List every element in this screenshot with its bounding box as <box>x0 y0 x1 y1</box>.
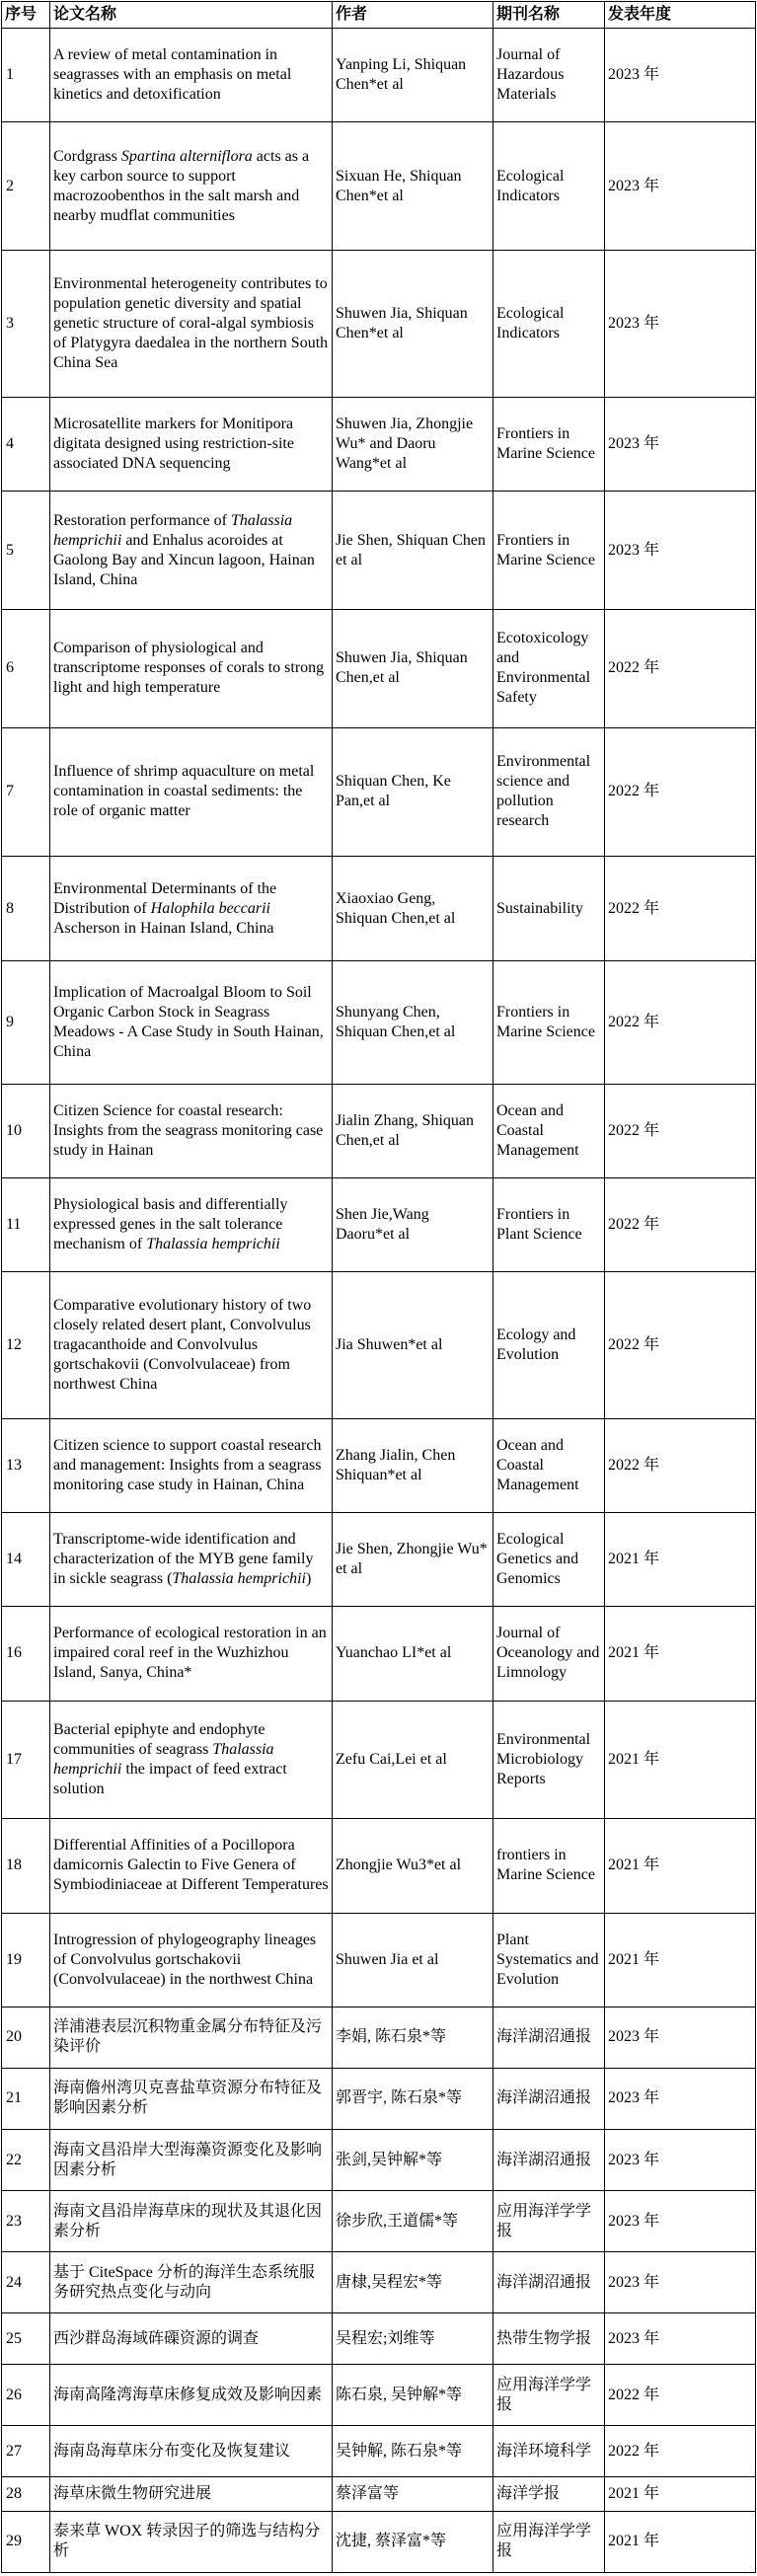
authors: Jialin Zhang, Shiquan Chen,et al <box>333 1084 493 1177</box>
paper-title: Environmental heterogeneity contributes to population genetic diversity and spatial genetic structure of coral-algal symbiosis of Platygyra daedalea in the northern South China Sea <box>50 251 333 398</box>
paper-title: Comparison of physiological and transcriptome responses of corals to strong light and high temperature <box>50 609 333 727</box>
authors: Shunyang Chen, Shiquan Chen,et al <box>333 961 493 1084</box>
row-number: 3 <box>2 251 50 398</box>
journal-name: Frontiers in Marine Science <box>493 397 605 491</box>
row-number: 20 <box>2 2007 50 2068</box>
table-row <box>2 609 756 727</box>
paper-list-table <box>1 1 756 2573</box>
table-row <box>2 122 756 251</box>
table-row <box>2 1084 756 1177</box>
authors: 蔡泽富等 <box>333 2477 493 2512</box>
authors: 陈石泉, 吴钟解*等 <box>333 2365 493 2426</box>
journal-name: Ecological Genetics and Genomics <box>493 1513 605 1607</box>
table-row <box>2 2130 756 2191</box>
table-row <box>2 397 756 491</box>
table-row <box>2 1913 756 2007</box>
publish-year: 2023 年 <box>605 492 756 610</box>
publish-year: 2022 年 <box>605 609 756 727</box>
authors: 李娟, 陈石泉*等 <box>333 2007 493 2068</box>
publish-year: 2022 年 <box>605 1418 756 1512</box>
paper-title: Implication of Macroalgal Bloom to Soil Organic Carbon Stock in Seagrass Meadows - A Case Study in South Hainan, China <box>50 961 333 1084</box>
paper-title: Citizen science to support coastal research and management: Insights from a seagrass monitoring case study in Hainan, China <box>50 1418 333 1512</box>
publish-year: 2021 年 <box>605 1819 756 1913</box>
authors: 张剑,吴钟解*等 <box>333 2130 493 2191</box>
table-row <box>2 2511 756 2572</box>
table-body <box>2 29 756 2573</box>
table-row <box>2 492 756 610</box>
row-number: 25 <box>2 2313 50 2365</box>
journal-name: Frontiers in Plant Science <box>493 1177 605 1271</box>
row-number: 4 <box>2 397 50 491</box>
paper-title: 海南高隆湾海草床修复成效及影响因素 <box>50 2365 333 2426</box>
paper-title: 海草床微生物研究进展 <box>50 2477 333 2512</box>
authors: 吴程宏;刘维等 <box>333 2313 493 2365</box>
table-row <box>2 1418 756 1512</box>
table-row <box>2 856 756 961</box>
table-row <box>2 1701 756 1819</box>
table-row <box>2 1272 756 1419</box>
header-row <box>2 2 756 29</box>
row-number: 11 <box>2 1177 50 1271</box>
journal-name: Ecological Indicators <box>493 251 605 398</box>
species-name: Thalassia hemprichii <box>172 1570 306 1588</box>
table-row <box>2 1819 756 1913</box>
paper-title: Differential Affinities of a Pocillopora damicornis Galectin to Five Genera of Symbiodiniaceae at Different Temperatures <box>50 1819 333 1913</box>
paper-title: Comparative evolutionary history of two closely related desert plant, Convolvulus tragacanthoide and Convolvulus gortschakovii (Convolvulaceae) from northwest China <box>50 1272 333 1419</box>
publish-year: 2021 年 <box>605 2511 756 2572</box>
authors: Shuwen Jia, Zhongjie Wu* and Daoru Wang*et al <box>333 397 493 491</box>
paper-title: Microsatellite markers for Monitipora digitata designed using restriction-site associated DNA sequencing <box>50 397 333 491</box>
paper-title: Physiological basis and differentially expressed genes in the salt tolerance mechanism of Thalassia hemprichii <box>50 1177 333 1271</box>
journal-name: 应用海洋学学报 <box>493 2191 605 2252</box>
publish-year: 2022 年 <box>605 1272 756 1419</box>
row-number: 24 <box>2 2252 50 2313</box>
header-journal: 期刊名称 <box>493 2 605 29</box>
publish-year: 2021 年 <box>605 1913 756 2007</box>
journal-name: Ecology and Evolution <box>493 1272 605 1419</box>
publish-year: 2023 年 <box>605 122 756 251</box>
journal-name: 海洋湖沼通报 <box>493 2252 605 2313</box>
species-name: Spartina alterniflora <box>120 147 253 165</box>
authors: 郭晋宇, 陈石泉*等 <box>333 2068 493 2129</box>
table-row <box>2 1513 756 1607</box>
authors: Jia Shuwen*et al <box>333 1272 493 1419</box>
row-number: 13 <box>2 1418 50 1512</box>
journal-name: Frontiers in Marine Science <box>493 961 605 1084</box>
authors: 徐步欣,王道儒*等 <box>333 2191 493 2252</box>
paper-title: 海南文昌沿岸大型海藻资源变化及影响因素分析 <box>50 2130 333 2191</box>
table-row <box>2 961 756 1084</box>
authors: 唐棣,吴程宏*等 <box>333 2252 493 2313</box>
journal-name: Ecological Indicators <box>493 122 605 251</box>
row-number: 21 <box>2 2068 50 2129</box>
authors: Jie Shen, Shiquan Chen et al <box>333 492 493 610</box>
table-row <box>2 2365 756 2426</box>
table-row <box>2 2007 756 2068</box>
publish-year: 2022 年 <box>605 1177 756 1271</box>
table-row <box>2 727 756 856</box>
publish-year: 2023 年 <box>605 2252 756 2313</box>
journal-name: 海洋湖沼通报 <box>493 2068 605 2129</box>
publish-year: 2023 年 <box>605 397 756 491</box>
journal-name: Environmental Microbiology Reports <box>493 1701 605 1819</box>
authors: 沈捷, 蔡泽富*等 <box>333 2511 493 2572</box>
paper-title: Performance of ecological restoration in an impaired coral reef in the Wuzhizhou Island, Sanya, China* <box>50 1607 333 1701</box>
row-number: 5 <box>2 492 50 610</box>
row-number: 7 <box>2 727 50 856</box>
table-row <box>2 2426 756 2477</box>
table-row <box>2 2068 756 2129</box>
table-row <box>2 251 756 398</box>
authors: Sixuan He, Shiquan Chen*et al <box>333 122 493 251</box>
paper-title: 海南岛海草床分布变化及恢复建议 <box>50 2426 333 2477</box>
table-row <box>2 2252 756 2313</box>
row-number: 27 <box>2 2426 50 2477</box>
journal-name: Plant Systematics and Evolution <box>493 1913 605 2007</box>
species-name: Halophila beccarii <box>150 899 270 917</box>
authors: Shuwen Jia et al <box>333 1913 493 2007</box>
authors: Yuanchao LI*et al <box>333 1607 493 1701</box>
paper-title: 海南文昌沿岸海草床的现状及其退化因素分析 <box>50 2191 333 2252</box>
journal-name: Journal of Hazardous Materials <box>493 29 605 122</box>
authors: Zhongjie Wu3*et al <box>333 1819 493 1913</box>
paper-title: 基于 CiteSpace 分析的海洋生态系统服务研究热点变化与动向 <box>50 2252 333 2313</box>
row-number: 14 <box>2 1513 50 1607</box>
row-number: 9 <box>2 961 50 1084</box>
publish-year: 2021 年 <box>605 1607 756 1701</box>
authors: Zhang Jialin, Chen Shiquan*et al <box>333 1418 493 1512</box>
table-row <box>2 2191 756 2252</box>
publish-year: 2022 年 <box>605 727 756 856</box>
journal-name: Frontiers in Marine Science <box>493 492 605 610</box>
paper-title: 洋浦港表层沉积物重金属分布特征及污染评价 <box>50 2007 333 2068</box>
publish-year: 2023 年 <box>605 2007 756 2068</box>
row-number: 10 <box>2 1084 50 1177</box>
authors: 吴钟解, 陈石泉*等 <box>333 2426 493 2477</box>
publish-year: 2022 年 <box>605 1084 756 1177</box>
row-number: 17 <box>2 1701 50 1819</box>
publish-year: 2023 年 <box>605 2068 756 2129</box>
row-number: 1 <box>2 29 50 122</box>
paper-title: Citizen Science for coastal research: Insights from the seagrass monitoring case study in Hainan <box>50 1084 333 1177</box>
journal-name: 海洋环境科学 <box>493 2426 605 2477</box>
row-number: 28 <box>2 2477 50 2512</box>
publish-year: 2022 年 <box>605 2426 756 2477</box>
row-number: 26 <box>2 2365 50 2426</box>
publish-year: 2022 年 <box>605 961 756 1084</box>
publish-year: 2023 年 <box>605 2313 756 2365</box>
journal-name: 海洋湖沼通报 <box>493 2007 605 2068</box>
publish-year: 2021 年 <box>605 1701 756 1819</box>
publish-year: 2023 年 <box>605 251 756 398</box>
paper-title: 泰来草 WOX 转录因子的筛选与结构分析 <box>50 2511 333 2572</box>
journal-name: Ocean and Coastal Management <box>493 1084 605 1177</box>
journal-name: 海洋学报 <box>493 2477 605 2512</box>
row-number: 8 <box>2 856 50 961</box>
journal-name: Sustainability <box>493 856 605 961</box>
authors: Shuwen Jia, Shiquan Chen,et al <box>333 609 493 727</box>
authors: Xiaoxiao Geng, Shiquan Chen,et al <box>333 856 493 961</box>
publish-year: 2021 年 <box>605 1513 756 1607</box>
authors: Jie Shen, Zhongjie Wu* et al <box>333 1513 493 1607</box>
row-number: 22 <box>2 2130 50 2191</box>
journal-name: Journal of Oceanology and Limnology <box>493 1607 605 1701</box>
authors: Zefu Cai,Lei et al <box>333 1701 493 1819</box>
table-row <box>2 29 756 122</box>
authors: Shuwen Jia, Shiquan Chen*et al <box>333 251 493 398</box>
journal-name: 海洋湖沼通报 <box>493 2130 605 2191</box>
paper-title: Restoration performance of Thalassia hemprichii and Enhalus acoroides at Gaolong Bay and Xincun lagoon, Hainan Island, China <box>50 492 333 610</box>
journal-name: Ecotoxicology and Environmental Safety <box>493 609 605 727</box>
paper-title: Cordgrass Spartina alterniflora acts as a key carbon source to support macrozoobenthos in the salt marsh and nearby mudflat communities <box>50 122 333 251</box>
row-number: 29 <box>2 2511 50 2572</box>
row-number: 12 <box>2 1272 50 1419</box>
publish-year: 2022 年 <box>605 856 756 961</box>
paper-title: Introgression of phylogeography lineages of Convolvulus gortschakovii (Convolvulaceae) in the northwest China <box>50 1913 333 2007</box>
paper-title: A review of metal contamination in seagrasses with an emphasis on metal kinetics and detoxification <box>50 29 333 122</box>
journal-name: 热带生物学报 <box>493 2313 605 2365</box>
paper-title: Bacterial epiphyte and endophyte communities of seagrass Thalassia hemprichii the impact of feed extract solution <box>50 1701 333 1819</box>
species-name: Thalassia hemprichii <box>146 1235 280 1252</box>
species-name: Thalassia hemprichii <box>53 1740 274 1778</box>
row-number: 6 <box>2 609 50 727</box>
header-authors: 作者 <box>333 2 493 29</box>
publish-year: 2022 年 <box>605 2365 756 2426</box>
paper-title: Environmental Determinants of the Distribution of Halophila beccarii Ascherson in Hainan Island, China <box>50 856 333 961</box>
row-number: 2 <box>2 122 50 251</box>
header-title: 论文名称 <box>50 2 333 29</box>
paper-title: Transcriptome-wide identification and characterization of the MYB gene family in sickle seagrass (Thalassia hemprichii) <box>50 1513 333 1607</box>
journal-name: 应用海洋学学报 <box>493 2365 605 2426</box>
authors: Yanping Li, Shiquan Chen*et al <box>333 29 493 122</box>
publish-year: 2023 年 <box>605 2130 756 2191</box>
paper-title: 海南儋州湾贝克喜盐草资源分布特征及影响因素分析 <box>50 2068 333 2129</box>
authors: Shiquan Chen, Ke Pan,et al <box>333 727 493 856</box>
authors: Shen Jie,Wang Daoru*et al <box>333 1177 493 1271</box>
row-number: 16 <box>2 1607 50 1701</box>
row-number: 19 <box>2 1913 50 2007</box>
paper-title: Influence of shrimp aquaculture on metal contamination in coastal sediments: the role of organic matter <box>50 727 333 856</box>
table-row <box>2 2477 756 2512</box>
publish-year: 2021 年 <box>605 2477 756 2512</box>
publish-year: 2023 年 <box>605 29 756 122</box>
table-row <box>2 1607 756 1701</box>
table-row <box>2 1177 756 1271</box>
journal-name: Ocean and Coastal Management <box>493 1418 605 1512</box>
publish-year: 2023 年 <box>605 2191 756 2252</box>
journal-name: 应用海洋学学报 <box>493 2511 605 2572</box>
table-row <box>2 2313 756 2365</box>
species-name: Thalassia hemprichii <box>53 511 293 549</box>
paper-title: 西沙群岛海域砗磲资源的调查 <box>50 2313 333 2365</box>
journal-name: Environmental science and pollution research <box>493 727 605 856</box>
header-year: 发表年度 <box>605 2 756 29</box>
journal-name: frontiers in Marine Science <box>493 1819 605 1913</box>
header-no: 序号 <box>2 2 50 29</box>
row-number: 18 <box>2 1819 50 1913</box>
row-number: 23 <box>2 2191 50 2252</box>
